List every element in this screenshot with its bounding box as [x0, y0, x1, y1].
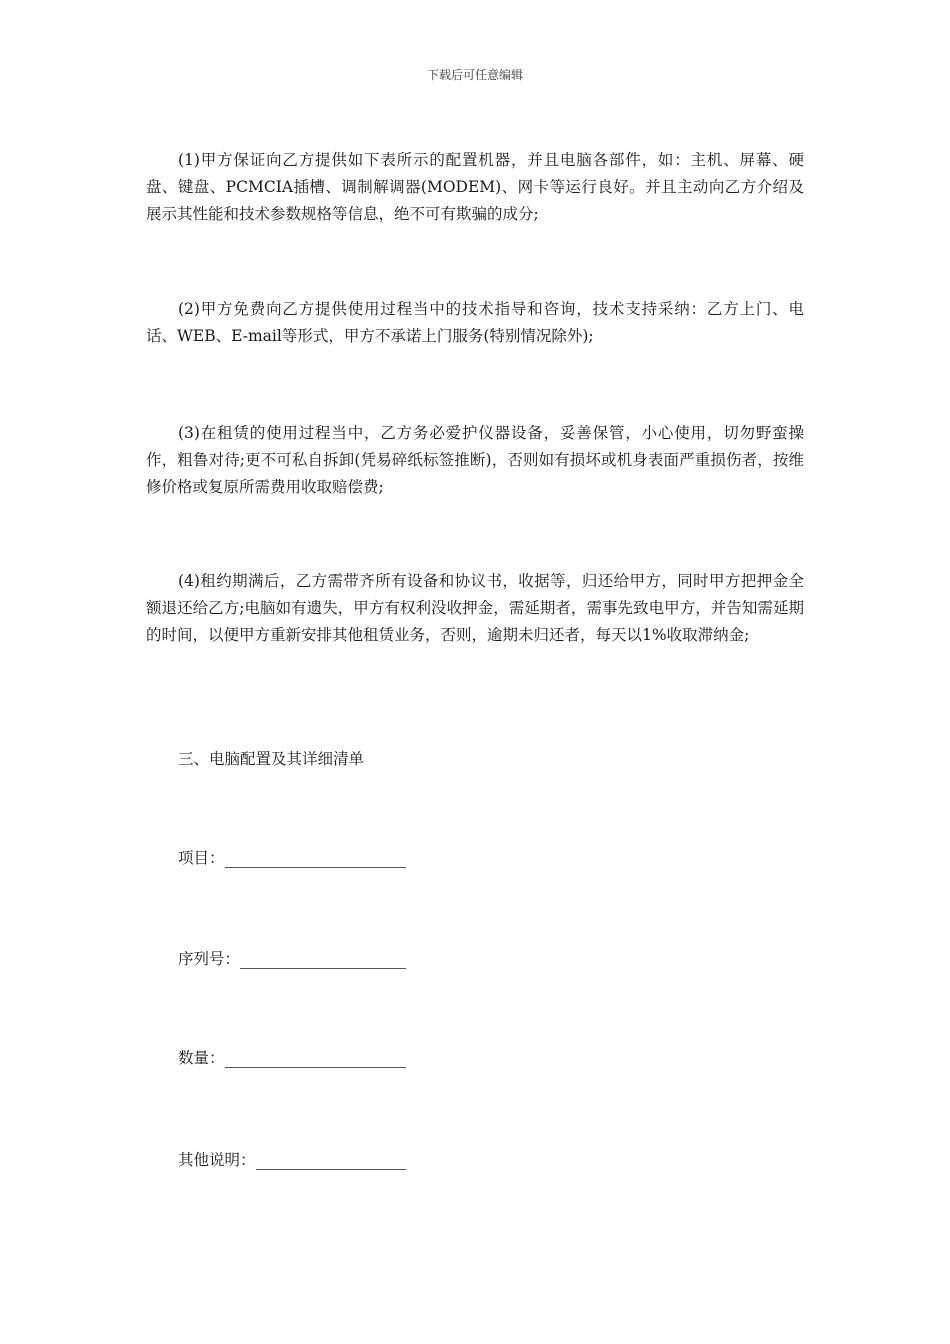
page-header-note: 下载后可任意编辑	[426, 68, 523, 82]
clause-3: (3)在租赁的使用过程当中，乙方务必爱护仪器设备，妥善保管，小心使用，切勿野蛮操作，粗鲁对待;更不可私自拆卸(凭易碎纸标签推断)，否则如有损坏或机身表面严重损伤者，按维修价格或复原所需费用收取赔偿费;	[146, 424, 804, 496]
field-other-notes-blank[interactable]	[256, 1149, 406, 1170]
field-quantity-blank[interactable]	[225, 1047, 406, 1068]
clause-2: (2)甲方免费向乙方提供使用过程当中的技术指导和咨询，技术支持采纳：乙方上门、电话、WEB、E-mail等形式，甲方不承诺上门服务(特别情况除外);	[146, 300, 804, 345]
field-serial-number-label: 序列号：	[178, 950, 241, 968]
field-other-notes-label: 其他说明：	[178, 1151, 256, 1169]
clause-1: (1)甲方保证向乙方提供如下表所示的配置机器，并且电脑各部件，如：主机、屏幕、硬盘、键盘、PCMCIA插槽、调制解调器(MODEM)、网卡等运行良好。并且主动向乙方介绍及展示其性能和技术参数规格等信息，绝不可有欺骗的成分;	[146, 151, 804, 223]
field-serial-number	[178, 946, 406, 973]
field-other-notes	[178, 1147, 406, 1174]
clause-4: (4)租约期满后，乙方需带齐所有设备和协议书，收据等，归还给甲方，同时甲方把押金全额退还给乙方;电脑如有遗失，甲方有权利没收押金，需延期者，需事先致电甲方，并告知需延期的时间，以便甲方重新安排其他租赁业务，否则，逾期未归还者，每天以1%收取滞纳金;	[146, 572, 804, 644]
field-quantity	[178, 1045, 406, 1072]
field-serial-number-blank[interactable]	[240, 948, 406, 969]
field-item-label: 项目：	[178, 849, 225, 867]
field-item	[178, 845, 406, 872]
field-item-blank[interactable]	[225, 847, 406, 868]
field-quantity-label: 数量：	[178, 1049, 225, 1067]
section-heading: 三、电脑配置及其详细清单	[178, 750, 365, 768]
